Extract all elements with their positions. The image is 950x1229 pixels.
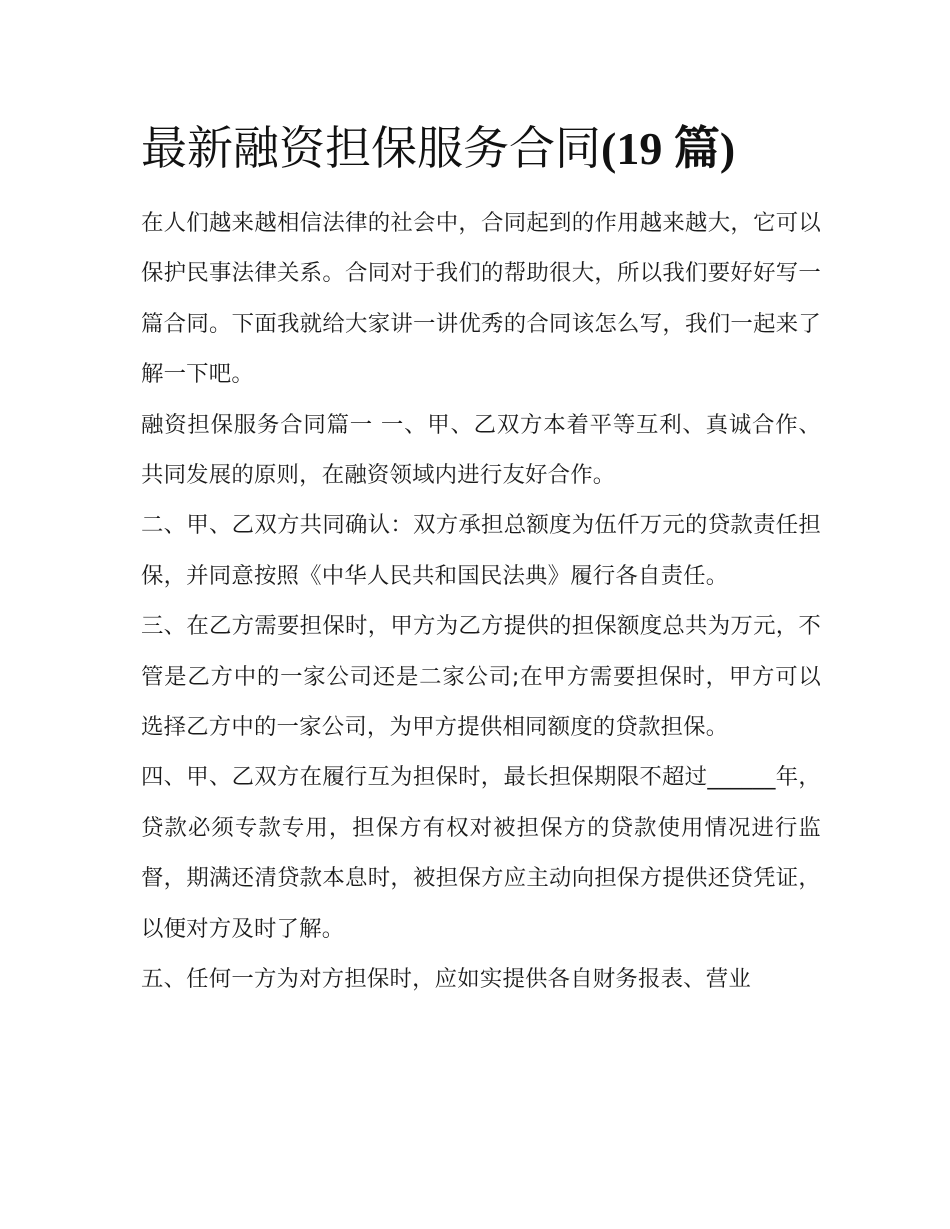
clause-5-paragraph: 五、任何一方为对方担保时，应如实提供各自财务报表、营业 xyxy=(141,966,751,993)
title-text: 最新融资担保服务合同 xyxy=(141,121,601,175)
clause-3-paragraph: 三、在乙方需要担保时，甲方为乙方提供的担保额度总共为万元，不管是乙方中的一家公司还是二家公司;在甲方需要担保时，甲方可以选择乙方中的一家公司，为甲方提供相同额度的贷款担保。 xyxy=(141,613,821,741)
clause-4-paragraph: 四、甲、乙双方在履行互为担保时，最长担保期限不超过______年，贷款必须专款专用，担保方有权对被担保方的贷款使用情况进行监督，期满还清贷款本息时，被担保方应主动向担保方提供还贷凭证，以便对方及时了解。 xyxy=(141,764,821,942)
clause-2-paragraph: 二、甲、乙双方共同确认：双方承担总额度为伍仟万元的贷款责任担保，并同意按照《中华人民共和国民法典》履行各自责任。 xyxy=(141,512,821,589)
title-count: (19 篇) xyxy=(601,123,736,174)
intro-paragraph: 在人们越来越相信法律的社会中，合同起到的作用越来越大，它可以保护民事法律关系。合同对于我们的帮助很大，所以我们要好好写一篇合同。下面我就给大家讲一讲优秀的合同该怎么写，我们一起来了解一下吧。 xyxy=(141,210,821,388)
clause-1-paragraph: 融资担保服务合同篇一 一、甲、乙双方本着平等互利、真诚合作、共同发展的原则，在融资领域内进行友好合作。 xyxy=(141,411,821,489)
document-title xyxy=(141,118,821,179)
document-body xyxy=(141,198,821,1005)
